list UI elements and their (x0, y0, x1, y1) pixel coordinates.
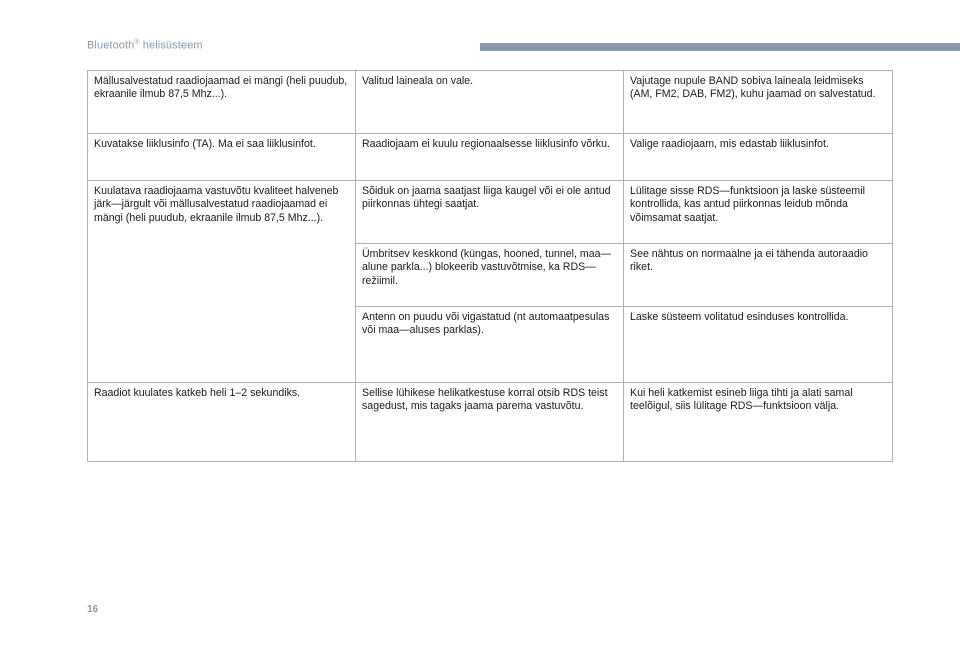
cause-cell: Sellise lühikese helikatkestuse korral otsib RDS teist sagedust, mis tagaks jaama parema vastuvõtu. (356, 383, 624, 462)
cause-cell: Sõiduk on jaama saatjast liiga kaugel või ei ole antud piirkonnas ühtegi saatjat. (356, 181, 624, 244)
solution-cell: Vajutage nupule BAND sobiva laineala leidmiseks (AM, FM2, DAB, FM2), kuhu jaamad on salvestatud. (624, 71, 893, 134)
section-title-subtitle: helisüsteem (139, 39, 203, 52)
cause-cell: Valitud laineala on vale. (356, 71, 624, 134)
solution-cell: Kui heli katkemist esineb liiga tihti ja alati samal teelõigul, siis lülitage RDS—funktsioon välja. (624, 383, 893, 462)
troubleshooting-table (87, 70, 893, 462)
cause-cell: Antenn on puudu või vigastatud (nt automaatpesulas või maa—aluses parklas). (356, 307, 624, 383)
cause-cell: Ümbritsev keskkond (küngas, hooned, tunnel, maa—alune parkla...) blokeerib vastuvõtmise, ka RDS—režiimil. (356, 244, 624, 307)
problem-cell: Kuvatakse liiklusinfo (TA). Ma ei saa liiklusinfot. (88, 134, 356, 181)
cause-cell: Raadiojaam ei kuulu regionaalsesse liiklusinfo võrku. (356, 134, 624, 181)
solution-cell: Laske süsteem volitatud esinduses kontrollida. (624, 307, 893, 383)
problem-cell: Kuulatava raadiojaama vastuvõtu kvaliteet halveneb järk—järgult või mällusalvestatud raadiojaamad ei mängi (heli puudub, ekraanile ilmub 87,5 Mhz...). (88, 181, 356, 383)
problem-cell: Mällusalvestatud raadiojaamad ei mängi (heli puudub, ekraanile ilmub 87,5 Mhz...). (88, 71, 356, 134)
table-row (88, 134, 893, 181)
table-row (88, 181, 893, 244)
registered-mark: ® (134, 39, 140, 46)
page-number: 16 (87, 604, 99, 615)
table-row (88, 71, 893, 134)
solution-cell: Lülitage sisse RDS—funktsioon ja laske süsteemil kontrollida, kas antud piirkonnas leidub mõnda võimsamat saatjat. (624, 181, 893, 244)
section-title (87, 39, 203, 52)
solution-cell: Valige raadiojaam, mis edastab liiklusinfot. (624, 134, 893, 181)
table-row (88, 383, 893, 462)
header-accent-bar (480, 43, 960, 51)
problem-cell: Raadiot kuulates katkeb heli 1–2 sekundiks. (88, 383, 356, 462)
solution-cell: See nähtus on normaalne ja ei tähenda autoraadio riket. (624, 244, 893, 307)
section-title-brand: Bluetooth (87, 39, 135, 52)
